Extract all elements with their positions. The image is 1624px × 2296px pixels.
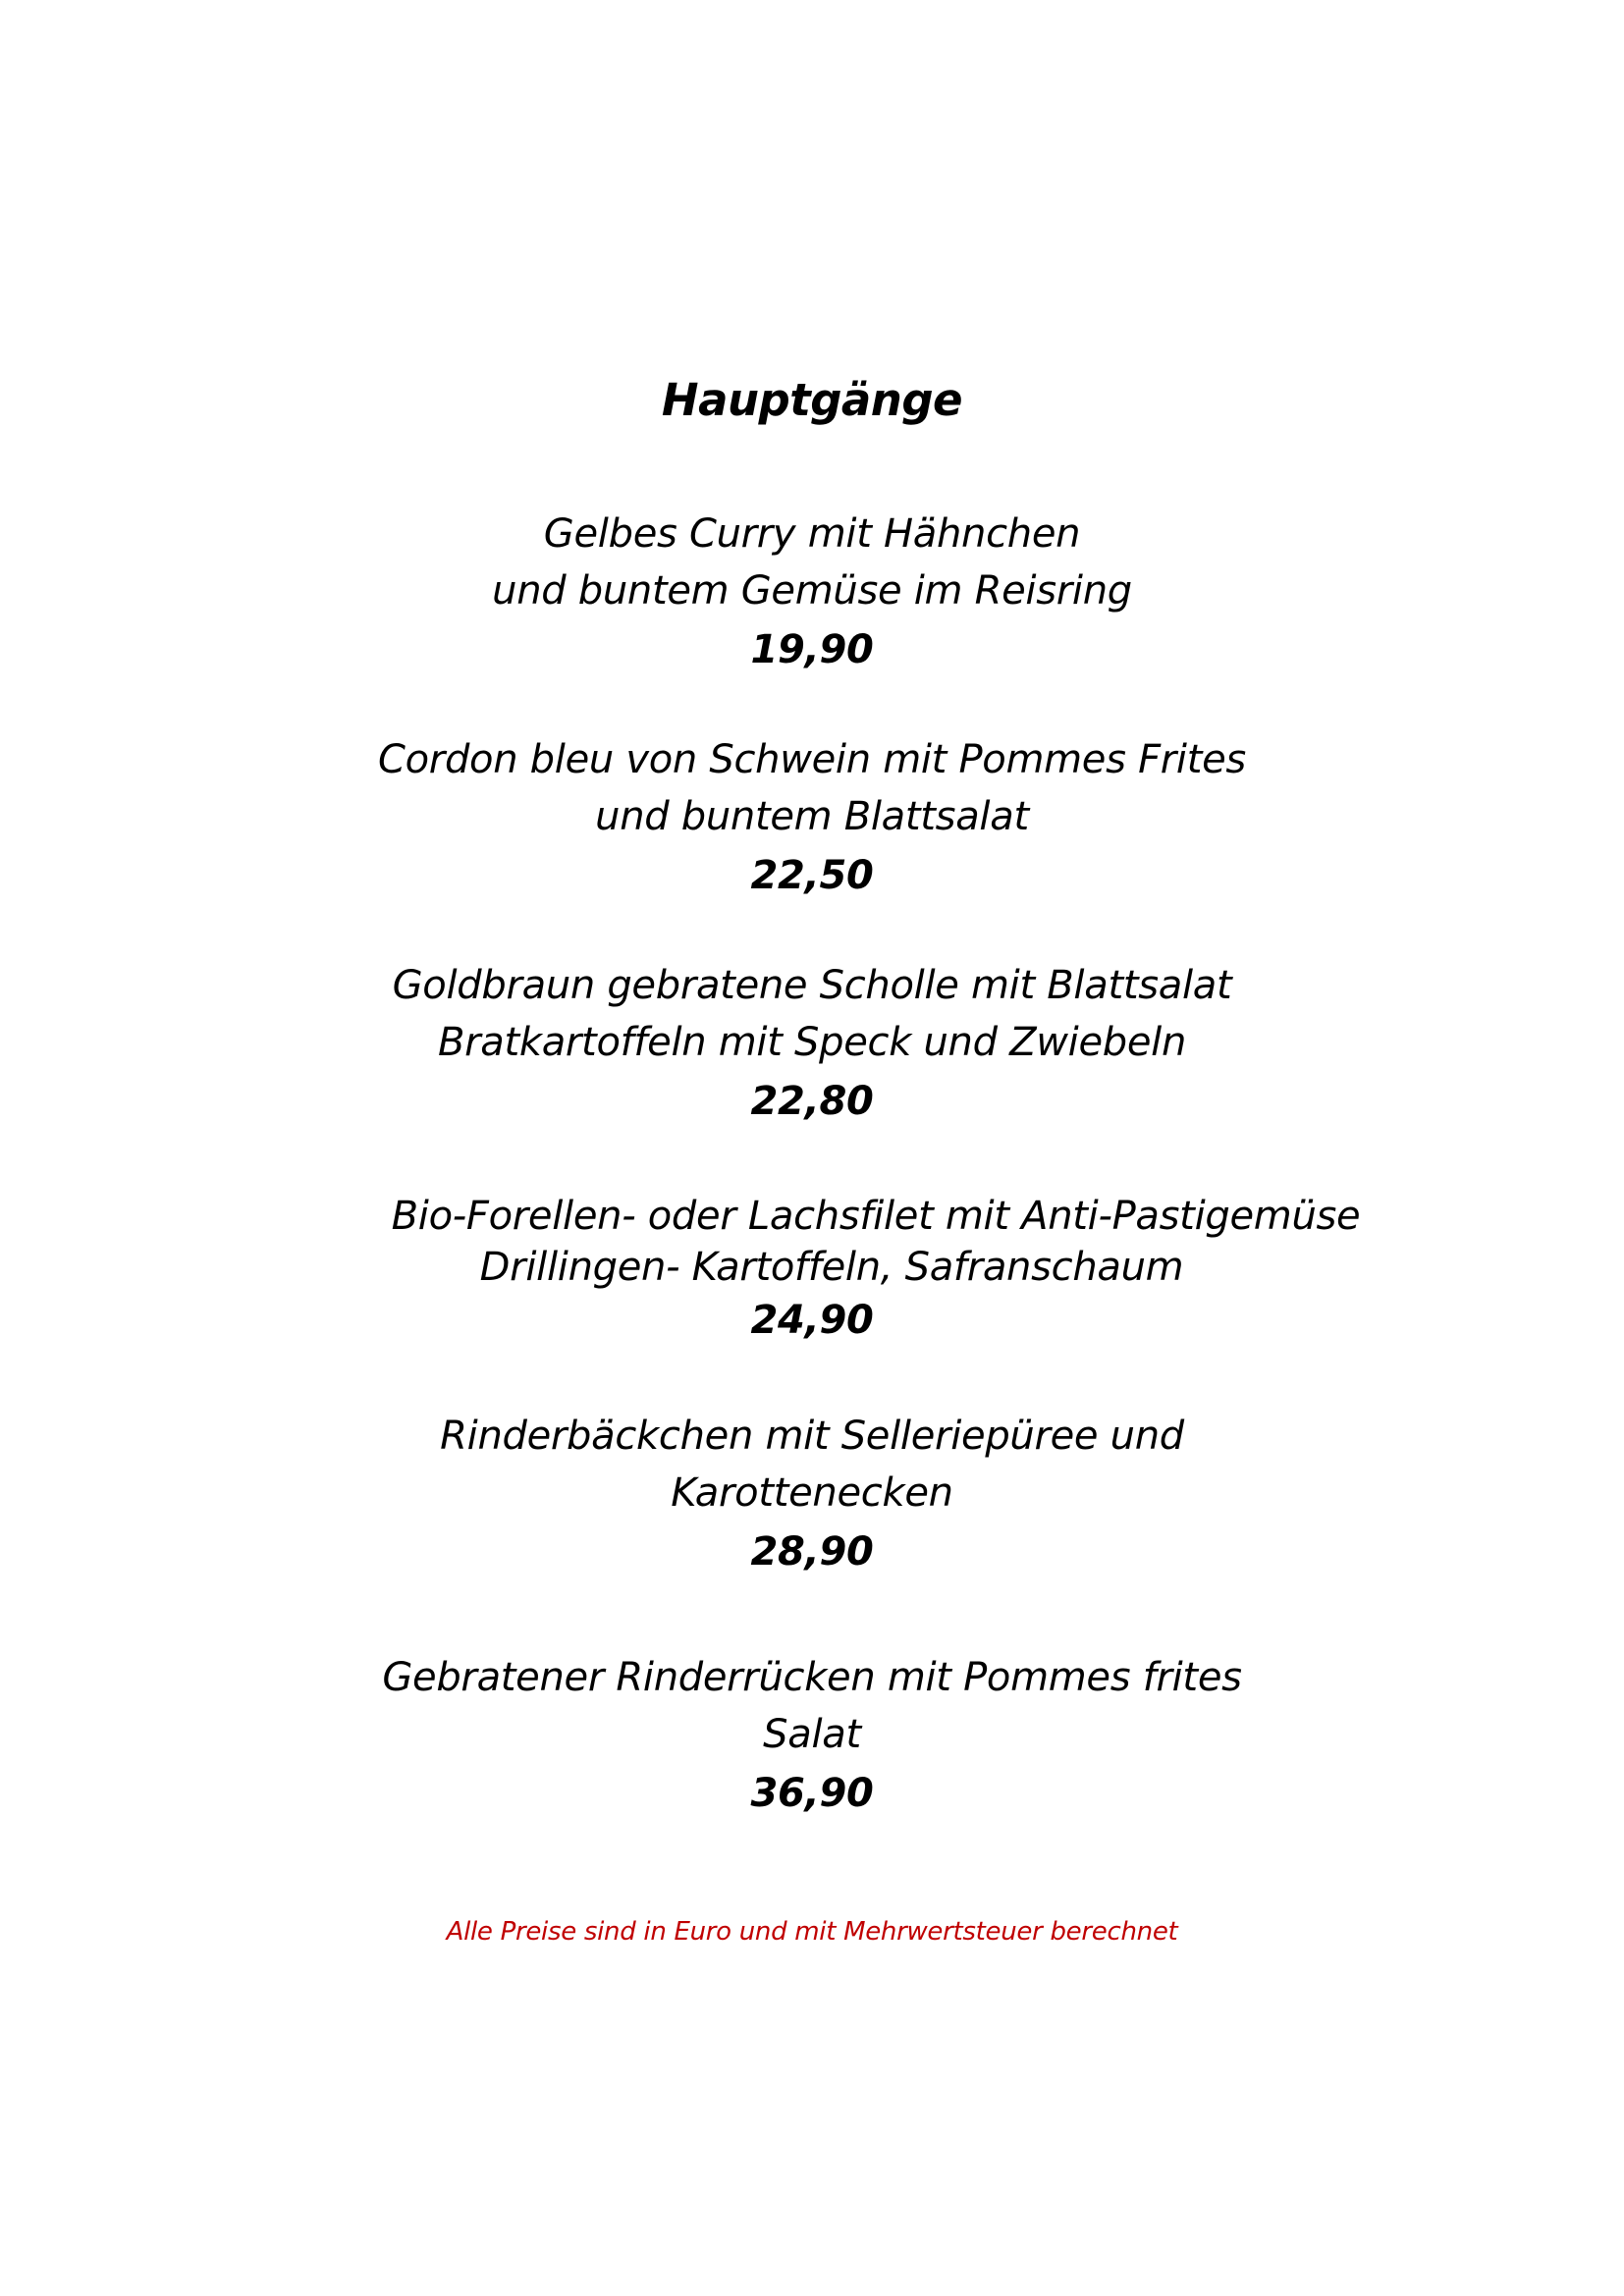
menu-heading: Hauptgänge bbox=[661, 374, 963, 426]
dish-name-line: Gelbes Curry mit Hähnchen bbox=[543, 511, 1081, 557]
dish-price: 36,90 bbox=[750, 1771, 874, 1816]
dish-name-line: Goldbraun gebratene Scholle mit Blattsalat bbox=[392, 963, 1232, 1008]
dish-item bbox=[0, 957, 1624, 1130]
dish-price: 28,90 bbox=[750, 1529, 874, 1575]
dish-description-line: und buntem Gemüse im Reisring bbox=[492, 568, 1132, 614]
dish-description-line: Karottenecken bbox=[671, 1470, 953, 1516]
dish-item bbox=[0, 1408, 1624, 1580]
dish-item bbox=[0, 731, 1624, 904]
dish-name-line: Cordon bleu von Schwein mit Pommes Frites bbox=[378, 737, 1246, 782]
dish-description-line: Salat bbox=[763, 1712, 861, 1757]
price-footnote: Alle Preise sind in Euro und mit Mehrwertsteuer berechnet bbox=[446, 1917, 1178, 1947]
dish-description-line: Bratkartoffeln mit Speck und Zwiebeln bbox=[437, 1020, 1187, 1065]
dish-name-line: Bio-Forellen- oder Lachsfilet mit Anti-Pastigemüse bbox=[391, 1194, 1361, 1239]
dish-item bbox=[0, 506, 1624, 678]
dish-item bbox=[0, 1191, 1624, 1346]
dish-name-line: Gebratener Rinderrücken mit Pommes frites bbox=[382, 1655, 1242, 1700]
dish-description-line: und buntem Blattsalat bbox=[595, 794, 1029, 839]
dish-price: 24,90 bbox=[750, 1298, 874, 1343]
dish-price: 22,50 bbox=[750, 853, 874, 898]
dish-name-line: Rinderbäckchen mit Selleriepüree und bbox=[440, 1414, 1184, 1459]
dish-price: 22,80 bbox=[750, 1079, 874, 1124]
dish-price: 19,90 bbox=[750, 627, 874, 672]
dish-description-line: Drillingen- Kartoffeln, Safranschaum bbox=[479, 1245, 1184, 1290]
dish-item bbox=[0, 1649, 1624, 1822]
